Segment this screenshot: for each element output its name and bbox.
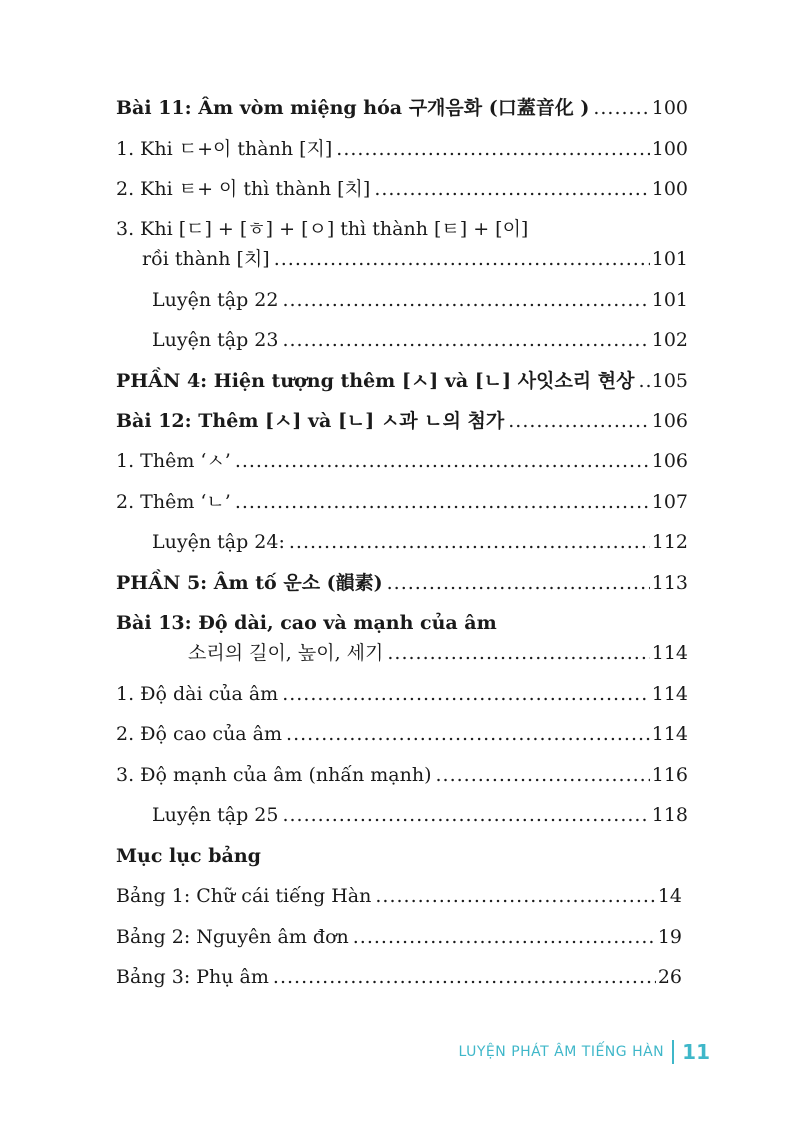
toc-entry-title: 1. Độ dài của âm [116,683,279,705]
toc-entry-page: 14 [657,885,682,907]
leader-dots [273,962,656,992]
toc-entry-title: PHẦN 4: Hiện tượng thêm [ㅅ] và [ㄴ] 사잇소리 현상 [116,370,635,392]
toc-entry-title: Bảng 1: Chữ cái tiếng Hàn [116,885,372,907]
toc-entry-page: 19 [657,926,682,948]
leader-dots [282,285,649,315]
leader-dots [436,760,650,790]
toc-entry-page: 26 [657,966,682,988]
toc-entry [116,962,682,992]
toc-entry [116,487,688,517]
leader-dots [274,244,650,274]
toc-entry-title: 3. Khi [ㄷ] + [ㅎ] + [ㅇ] thì thành [ㅌ] + [이] [116,218,529,240]
toc-entry-page: 101 [651,289,688,311]
toc-entry-page: 105 [651,370,688,392]
toc-entry [116,760,688,790]
toc-entry-title: 2. Độ cao của âm [116,723,283,745]
toc-entry [116,446,688,476]
toc-entry-title: Luyện tập 25 [152,804,279,826]
toc-entry-title: Bài 11: Âm vòm miệng hóa 구개음화 (口蓋音化 ) [116,97,590,119]
toc-entry-title: Luyện tập 24: [152,531,285,553]
toc-entry [116,366,688,396]
toc-entry-title: 소리의 길이, 높이, 세기 [188,642,384,664]
toc-entry-page: 106 [651,450,688,472]
leader-dots [282,800,649,830]
leader-dots [387,568,650,598]
toc-entry-page: 116 [651,764,688,786]
toc-entry [152,527,688,557]
toc-entry-page: 114 [651,723,688,745]
toc-entry-page: 102 [651,329,688,351]
toc-entry [116,406,688,436]
toc-entry [116,568,688,598]
toc-entry-title: Bài 12: Thêm [ㅅ] và [ㄴ] ㅅ과 ㄴ의 첨가 [116,410,505,432]
toc-entry [188,638,688,668]
toc-entry-page: 118 [651,804,688,826]
toc-entry-page: 114 [651,683,688,705]
toc-entry [116,134,688,164]
toc-entry [116,719,688,749]
toc-entry-title: Bảng 2: Nguyên âm đơn [116,926,349,948]
toc-entry [152,285,688,315]
toc-entry [116,174,688,204]
toc-entry-title: 2. Thêm ‘ㄴ’ [116,491,231,513]
toc-entry-title: 3. Độ mạnh của âm (nhấn mạnh) [116,764,432,786]
toc-entry [116,679,688,709]
toc-entry [116,93,688,123]
toc-entry-title: Luyện tập 22 [152,289,279,311]
toc-entry-page: 101 [651,248,688,270]
leader-dots [353,922,656,952]
toc-entry-title: PHẦN 5: Âm tố 운소 (韻素) [116,572,383,594]
leader-dots [289,527,650,557]
leader-dots [638,366,649,396]
toc-entry-page: 100 [651,97,688,119]
leader-dots [235,446,650,476]
toc-entry-title: Luyện tập 23 [152,329,279,351]
toc-entry-title: 1. Thêm ‘ㅅ’ [116,450,231,472]
leader-dots [374,174,649,204]
toc-entry-page: 106 [651,410,688,432]
toc-entry-page: 114 [651,642,688,664]
toc-entry [142,244,688,274]
toc-entry [152,800,688,830]
page-number: 11 [682,1040,710,1064]
leader-dots [282,679,650,709]
leader-dots [336,134,649,164]
page-footer [459,1040,710,1064]
leader-dots [282,325,649,355]
toc-entry-page: 112 [651,531,688,553]
toc-entry-page: 100 [651,138,688,160]
toc-entry-title: 2. Khi ㅌ+ 이 thì thành [치] [116,178,371,200]
toc-entry [116,881,682,911]
leader-dots [508,406,649,436]
section-heading: Mục lục bảng [116,845,261,867]
toc-entry-title: Bài 13: Độ dài, cao và mạnh của âm [116,612,497,634]
toc-entry-title: rồi thành [치] [142,248,270,270]
leader-dots [593,93,649,123]
toc-entry-title: Bảng 3: Phụ âm [116,966,269,988]
toc-entry [116,922,682,952]
leader-dots [387,638,649,668]
toc-entry-page: 100 [651,178,688,200]
toc-entry-title: 1. Khi ㄷ+이 thành [지] [116,138,333,160]
leader-dots [375,881,655,911]
book-title: LUYỆN PHÁT ÂM TIẾNG HÀN [458,1044,665,1060]
toc-entry-page: 107 [651,491,688,513]
toc-entry [152,325,688,355]
toc-entry-page: 113 [651,572,688,594]
footer-divider [672,1040,674,1064]
leader-dots [286,719,650,749]
leader-dots [235,487,650,517]
